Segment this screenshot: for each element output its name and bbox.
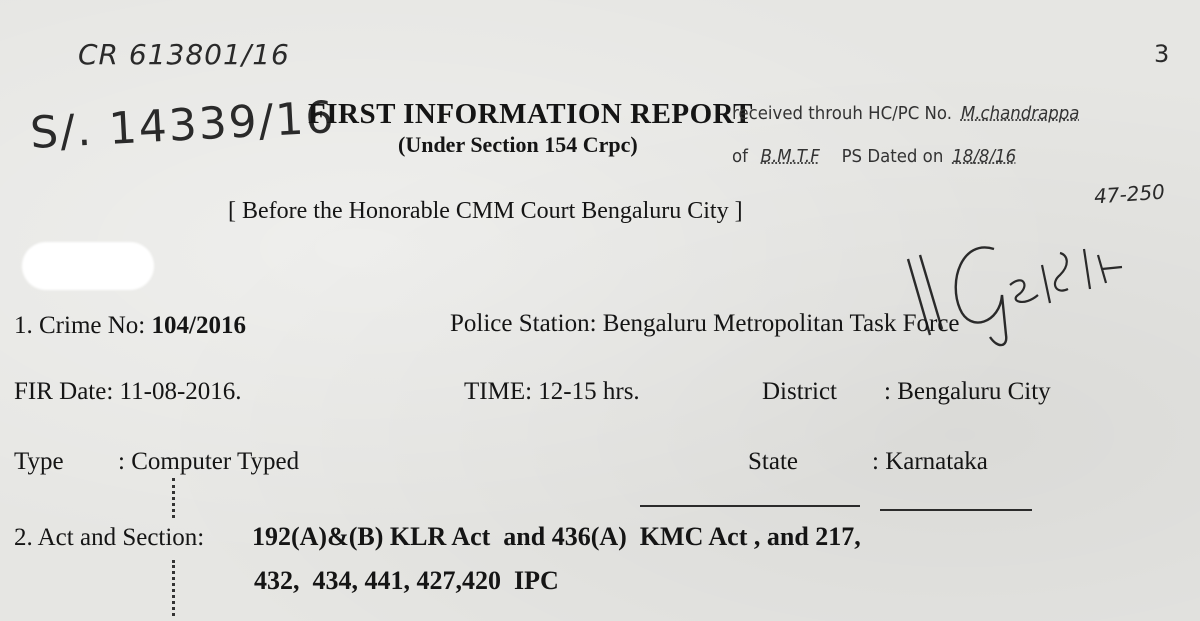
act-section-line2: 432, 434, 441, 427,420 IPC bbox=[254, 566, 559, 595]
police-station-value: Bengaluru Metropolitan Task Force bbox=[602, 310, 960, 337]
handwritten-page-number: 3 bbox=[1154, 40, 1170, 68]
type-label: Type bbox=[14, 448, 64, 475]
handwritten-sl-number: S/. 14339/16 bbox=[28, 92, 337, 159]
crime-number-label: 1. Crime No: bbox=[14, 312, 146, 339]
act-section-label: 2. Act and Section: bbox=[14, 524, 205, 551]
district-value: : Bengaluru City bbox=[884, 378, 1051, 405]
time-value: 12-15 hrs. bbox=[538, 378, 640, 405]
stamp-ps-handwritten: B.M.T.F bbox=[760, 146, 820, 167]
fir-date-field bbox=[14, 378, 242, 406]
received-stamp-line2 bbox=[732, 146, 1016, 167]
state-value: : Karnataka bbox=[872, 448, 988, 475]
received-stamp-line1 bbox=[732, 103, 1079, 124]
handwritten-cr-number: CR 613801/16 bbox=[78, 38, 290, 71]
fir-date-value: 11-08-2016. bbox=[119, 378, 242, 405]
document-subtitle: (Under Section 154 Crpc) bbox=[398, 132, 638, 157]
court-line: [ Before the Honorable CMM Court Bengaluru City ] bbox=[228, 198, 743, 224]
time-field bbox=[464, 378, 640, 406]
act-section-line1: 192(A)&(B) KLR Act and 436(A) KMC Act , and 217, bbox=[252, 522, 861, 551]
district-label: District bbox=[762, 378, 837, 405]
crime-number-field bbox=[14, 312, 246, 340]
document-title: FIRST INFORMATION REPORT bbox=[308, 98, 753, 130]
type-value: : Computer Typed bbox=[118, 448, 300, 475]
stamp-of-text: of bbox=[732, 146, 748, 167]
dotted-margin-line-upper bbox=[172, 478, 175, 518]
handwritten-corner-note: 47-250 bbox=[1093, 179, 1166, 209]
divider-line-right bbox=[880, 509, 1032, 511]
stamp-ps-dated-text: PS Dated on bbox=[841, 146, 944, 167]
fir-date-label: FIR Date: bbox=[14, 378, 114, 405]
time-label: TIME: bbox=[464, 378, 533, 405]
state-label: State bbox=[748, 448, 798, 475]
police-station-field bbox=[450, 310, 960, 338]
stamp-received-text: received throuh HC/PC No. bbox=[732, 103, 953, 124]
police-station-label: Police Station: bbox=[450, 310, 597, 337]
dotted-margin-line-lower bbox=[172, 560, 175, 616]
crime-number-value: 104/2016 bbox=[151, 312, 246, 339]
redacted-area bbox=[22, 242, 154, 290]
stamp-hc-pc-handwritten: M.chandrappa bbox=[960, 103, 1080, 124]
stamp-date-handwritten: 18/8/16 bbox=[952, 146, 1017, 167]
divider-line-left bbox=[640, 505, 860, 507]
